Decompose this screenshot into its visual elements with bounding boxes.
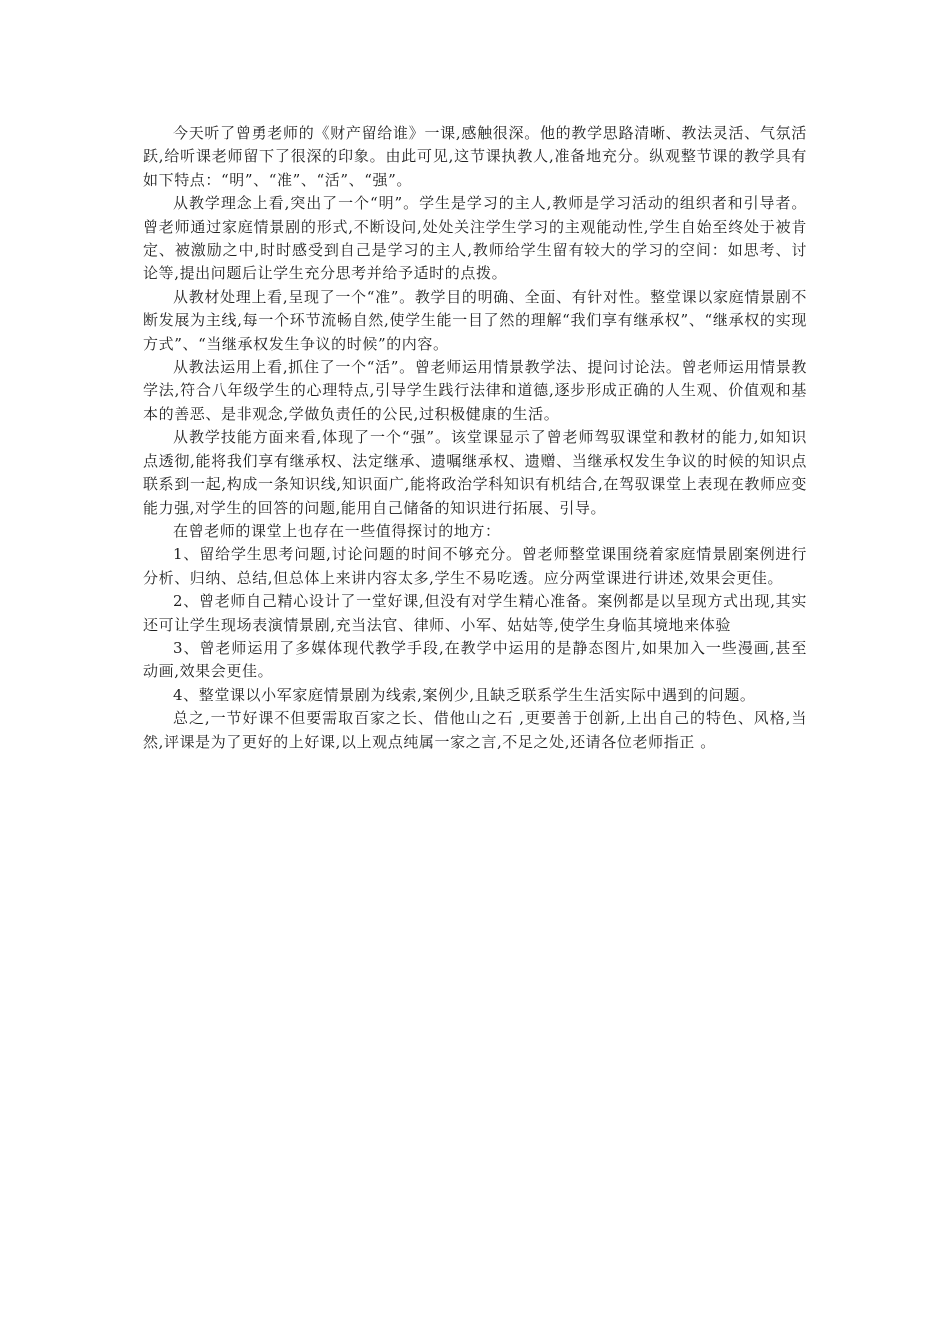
paragraph-issues-heading: 在曾老师的课堂上也存在一些值得探讨的地方：	[173, 521, 501, 540]
paragraph-teaching-skill: 从教学技能方面来看,体现了一个“强”。该堂课显示了曾老师驾驭课堂和教材的能力,如知识点透彻,能将我们享有继承权、法定继承、遗嘱继承权、遗赠、当继承权发生争议的时候的知识点联系到一起,构成一条知识线,知识面广,能将政治学科知识有机结合,在驾驭课堂上表现在教师应变能力强,对学生的回答的问题,能用自己储备的知识进行拓展、引导。	[143, 428, 807, 517]
paragraph-issue-1: 1、留给学生思考问题,讨论问题的时间不够充分。曾老师整堂课围绕着家庭情景剧案例进行分析、归纳、总结,但总体上来讲内容太多,学生不易吃透。应分两堂课进行讲述,效果会更佳。	[143, 545, 807, 587]
paragraph-teaching-concept: 从教学理念上看,突出了一个“明”。学生是学习的主人,教师是学习活动的组织者和引导者。曾老师通过家庭情景剧的形式,不断设问,处处关注学生学习的主观能动性,学生自始至终处于被肯定、被激励之中,时时感受到自己是学习的主人,教师给学生留有较大的学习的空间：如思考、讨论等,提出问题后让学生充分思考并给予适时的点拨。	[143, 194, 807, 283]
paragraph-material-handling: 从教材处理上看,呈现了一个“准”。教学目的明确、全面、有针对性。整堂课以家庭情景剧不断发展为主线,每一个环节流畅自然,使学生能一目了然的理解“我们享有继承权”、“继承权的实现方式”、“当继承权发生争议的时候”的内容。	[143, 287, 807, 353]
document-body	[143, 122, 807, 754]
paragraph-issue-3: 3、曾老师运用了多媒体现代教学手段,在教学中运用的是静态图片,如果加入一些漫画,甚至动画,效果会更佳。	[143, 638, 807, 681]
paragraph-issue-2: 2、曾老师自己精心设计了一堂好课,但没有对学生精心准备。案例都是以呈现方式出现,其实还可让学生现场表演情景剧,充当法官、律师、小军、姑姑等,使学生身临其境地来体验	[143, 592, 807, 634]
paragraph-intro: 今天听了曾勇老师的《财产留给谁》一课,感触很深。他的教学思路清晰、教法灵活、气氛活跃,给听课老师留下了很深的印象。由此可见,这节课执教人,准备地充分。纵观整节课的教学具有如下特点：“明”、“准”、“活”、“强”。	[143, 124, 807, 189]
paragraph-teaching-method: 从教法运用上看,抓住了一个“活”。曾老师运用情景教学法、提问讨论法。曾老师运用情景教学法,符合八年级学生的心理特点,引导学生践行法律和道德,逐步形成正确的人生观、价值观和基本的善恶、是非观念,学做负责任的公民,过积极健康的生活。	[143, 358, 807, 423]
paragraph-conclusion: 总之,一节好课不但要需取百家之长、借他山之石 ,更要善于创新,上出自己的特色、风格,当然,评课是为了更好的上好课,以上观点纯属一家之言,不足之处,还请各位老师指正 。	[143, 709, 807, 751]
paragraph-issue-4: 4、整堂课以小军家庭情景剧为线索,案例少,且缺乏联系学生生活实际中遇到的问题。	[173, 685, 756, 704]
